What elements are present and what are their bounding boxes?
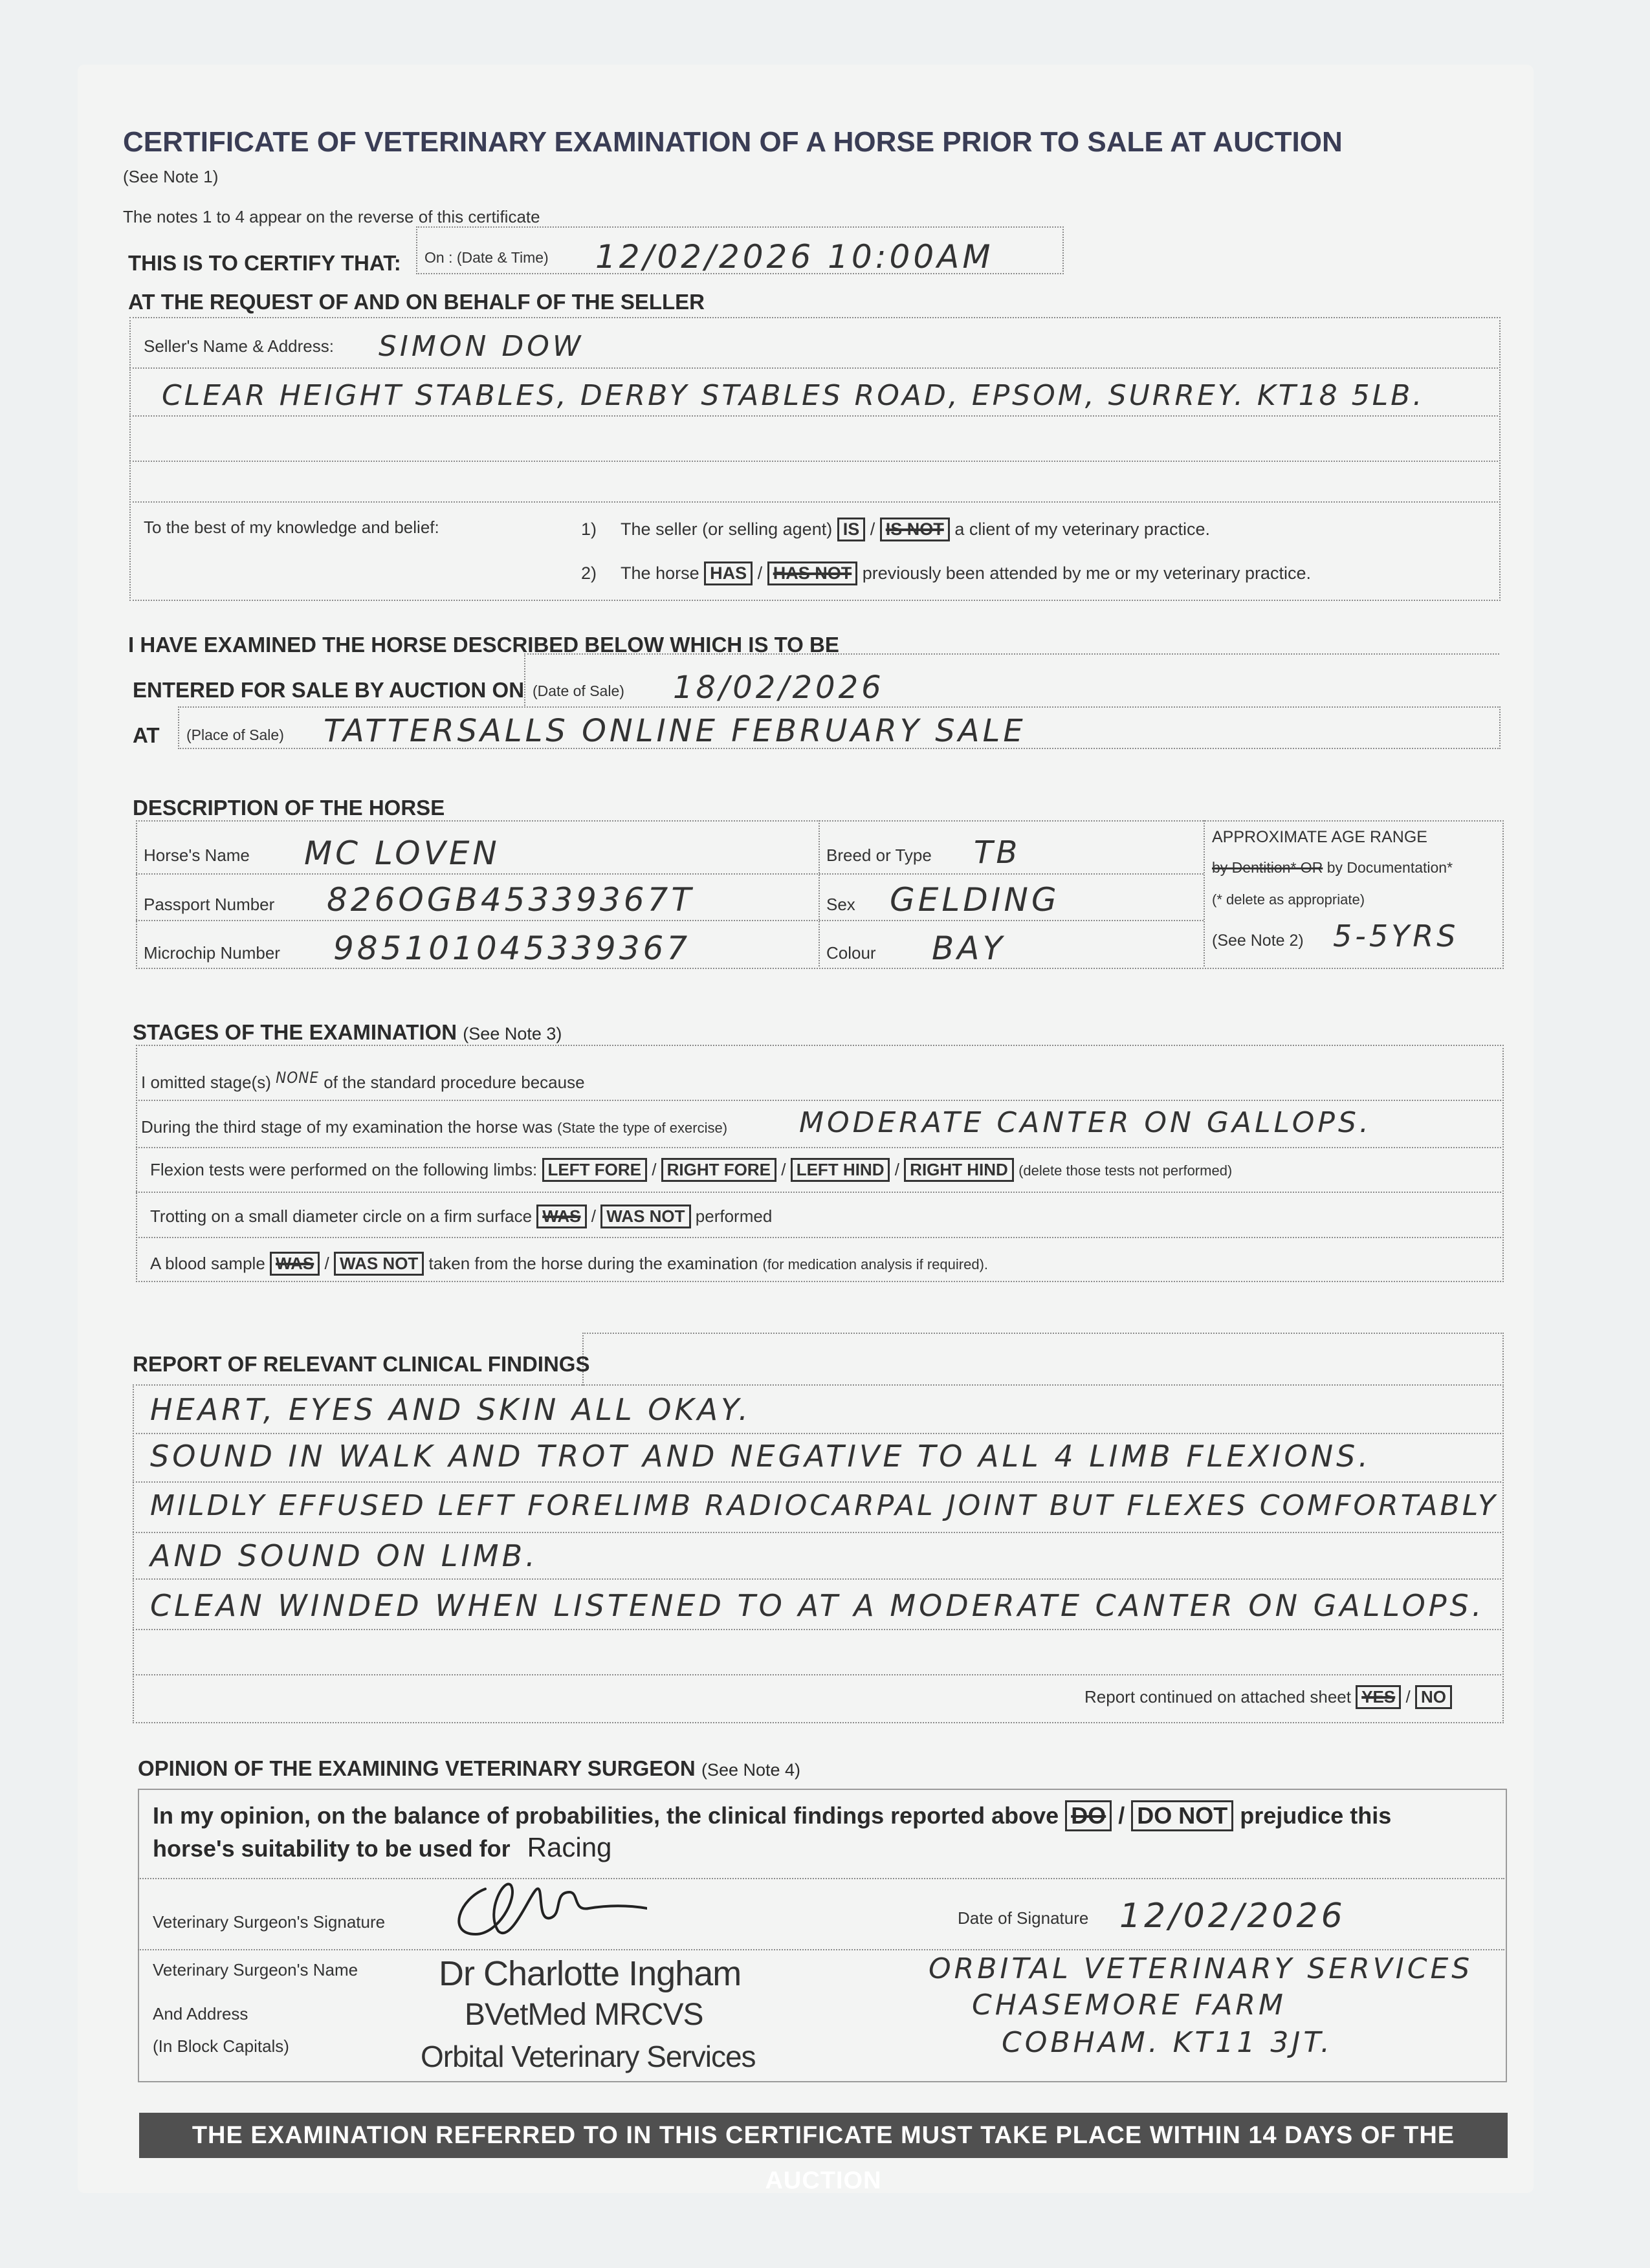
flexion-post: (delete those tests not performed)	[1018, 1162, 1233, 1179]
do-not-option[interactable]: DO NOT	[1131, 1800, 1233, 1831]
opinion-text-pre: In my opinion, on the balance of probabilities, the clinical findings reported above	[153, 1802, 1059, 1829]
blood-hint: (for medication analysis if required).	[762, 1256, 989, 1272]
trot-post: performed	[695, 1206, 773, 1226]
surgeon-address-line-3[interactable]: COBHAM. KT11 3JT.	[1002, 2026, 1333, 2059]
opinion-text-2: horse's suitability to be used for	[153, 1835, 511, 1862]
opinion-heading-text: OPINION OF THE EXAMINING VETERINARY SURGEON	[138, 1756, 696, 1780]
seller-name-label: Seller's Name & Address:	[144, 336, 334, 356]
divider	[133, 1433, 1501, 1434]
left-hind-option[interactable]: LEFT HIND	[791, 1158, 890, 1182]
horse-name[interactable]: MC LOVEN	[304, 834, 500, 872]
signature-image[interactable]	[440, 1873, 647, 1944]
surgeon-qualifications: BVetMed MRCVS	[465, 1998, 703, 2032]
blood-was-not-option[interactable]: WAS NOT	[334, 1252, 424, 1276]
right-hind-option[interactable]: RIGHT HIND	[904, 1158, 1014, 1182]
opinion-text-line-1	[153, 1800, 1391, 1831]
blood-was-option[interactable]: WAS	[270, 1252, 320, 1276]
report-continued-label: Report continued on attached sheet	[1084, 1687, 1351, 1706]
divider	[129, 461, 1498, 462]
age-delete-note: (* delete as appropriate)	[1212, 891, 1365, 908]
report-continued-row	[1084, 1685, 1452, 1709]
report-line-3[interactable]: MILDLY EFFUSED LEFT FORELIMB RADIOCARPAL JOINT BUT FLEXES COMFORTABLY	[150, 1489, 1498, 1522]
continued-yes-option[interactable]: YES	[1356, 1685, 1401, 1709]
colour-value[interactable]: BAY	[932, 930, 1006, 967]
divider	[133, 1481, 1501, 1483]
omitted-row	[141, 1069, 585, 1093]
block-capitals-label: (In Block Capitals)	[153, 2036, 289, 2056]
report-line-2[interactable]: SOUND IN WALK AND TROT AND NEGATIVE TO ALL 4 LIMB FLEXIONS.	[150, 1439, 1371, 1474]
age-see-note: (See Note 2)	[1212, 932, 1304, 950]
trot-row	[150, 1205, 772, 1228]
sale-place[interactable]: TATTERSALLS ONLINE FEBRUARY SALE	[324, 713, 1026, 749]
at-label: AT	[133, 723, 160, 747]
signature-label: Veterinary Surgeon's Signature	[153, 1912, 386, 1932]
stages-heading-text: STAGES OF THE EXAMINATION	[133, 1020, 457, 1044]
age-options	[1212, 859, 1453, 877]
trot-was-option[interactable]: WAS	[536, 1205, 586, 1228]
seller-box	[129, 317, 1501, 601]
omitted-pre: I omitted stage(s)	[141, 1073, 271, 1092]
surgeon-name: Dr Charlotte Ingham	[439, 1954, 742, 1993]
date-of-signature[interactable]: 12/02/2026	[1119, 1897, 1346, 1935]
item-number: 2)	[581, 563, 597, 583]
item1-text: The seller (or selling agent)	[621, 519, 833, 539]
sale-date-box	[524, 653, 1499, 708]
by-documentation-option[interactable]: by Documentation*	[1326, 859, 1453, 876]
separator: /	[1405, 1687, 1411, 1706]
separator: /	[1118, 1802, 1125, 1829]
age-value[interactable]: 5-5YRS	[1333, 919, 1459, 954]
divider	[136, 1100, 1501, 1101]
divider	[133, 1629, 1501, 1630]
sale-date[interactable]: 18/02/2026	[673, 670, 885, 706]
divider	[129, 367, 1498, 369]
is-not-option[interactable]: IS NOT	[880, 518, 950, 541]
see-note-1: (See Note 1)	[123, 167, 219, 186]
divider	[129, 415, 1498, 417]
belief-item-2	[581, 562, 1311, 585]
third-hint: (State the type of exercise)	[557, 1120, 728, 1136]
omitted-value[interactable]: NONE	[276, 1069, 320, 1087]
divider	[136, 873, 1204, 875]
microchip-number[interactable]: 985101045339367	[333, 930, 691, 967]
divider	[133, 1578, 1501, 1580]
report-line-1[interactable]: HEART, EYES AND SKIN ALL OKAY.	[150, 1392, 751, 1427]
blood-row	[150, 1252, 988, 1276]
place-of-sale-label: (Place of Sale)	[186, 726, 284, 743]
divider	[129, 501, 1498, 503]
colour-label: Colour	[826, 943, 876, 963]
page-title: CERTIFICATE OF VETERINARY EXAMINATION OF A HORSE PRIOR TO SALE AT AUCTION	[123, 126, 1343, 158]
opinion-text-post: prejudice this	[1240, 1802, 1392, 1829]
right-fore-option[interactable]: RIGHT FORE	[661, 1158, 776, 1182]
seller-address[interactable]: CLEAR HEIGHT STABLES, DERBY STABLES ROAD, EPSOM, SURREY. KT18 5LB.	[162, 379, 1425, 412]
divider	[136, 1147, 1501, 1148]
practice-name: Orbital Veterinary Services	[421, 2040, 756, 2073]
seller-heading: AT THE REQUEST OF AND ON BEHALF OF THE SELLER	[128, 290, 705, 314]
report-heading-box	[582, 1333, 1504, 1386]
separator: /	[591, 1206, 596, 1226]
footer-banner: THE EXAMINATION REFERRED TO IN THIS CERTIFICATE MUST TAKE PLACE WITHIN 14 DAYS OF THE AUCTION	[139, 2113, 1508, 2158]
stages-heading-note: (See Note 3)	[463, 1024, 562, 1043]
left-fore-option[interactable]: LEFT FORE	[542, 1158, 647, 1182]
omitted-post: of the standard procedure because	[324, 1073, 585, 1092]
divider	[138, 1878, 1504, 1879]
certify-label: THIS IS TO CERTIFY THAT:	[128, 251, 401, 275]
breed-value[interactable]: TB	[974, 834, 1021, 871]
notes-line: The notes 1 to 4 appear on the reverse of this certificate	[123, 207, 540, 226]
microchip-label: Microchip Number	[144, 943, 280, 963]
item2-text: The horse	[621, 563, 699, 583]
separator: /	[781, 1160, 786, 1179]
report-line-4[interactable]: AND SOUND ON LIMB.	[150, 1538, 538, 1573]
divider	[133, 1674, 1501, 1675]
by-dentition-option[interactable]: by Dentition* OR	[1212, 859, 1323, 876]
entered-label: ENTERED FOR SALE BY AUCTION ON	[133, 678, 525, 702]
passport-label: Passport Number	[144, 895, 275, 914]
divider	[136, 920, 1204, 921]
separator: /	[324, 1254, 329, 1273]
opinion-heading-note: (See Note 4)	[701, 1760, 801, 1780]
separator: /	[652, 1160, 657, 1179]
report-heading: REPORT OF RELEVANT CLINICAL FINDINGS	[133, 1352, 590, 1376]
divider	[138, 1949, 1504, 1950]
date-of-sale-label: (Date of Sale)	[533, 682, 624, 699]
passport-number[interactable]: 826OGB45339367T	[327, 881, 694, 919]
opinion-heading	[138, 1756, 800, 1781]
separator: /	[894, 1160, 899, 1179]
item2-post: previously been attended by me or my veterinary practice.	[862, 563, 1312, 583]
opinion-text-line-2	[153, 1832, 611, 1863]
blood-pre: A blood sample	[150, 1254, 265, 1273]
item1-post: a client of my veterinary practice.	[954, 519, 1210, 539]
divider	[136, 1192, 1501, 1193]
belief-label: To the best of my knowledge and belief:	[144, 518, 439, 537]
seller-name[interactable]: SIMON DOW	[379, 330, 584, 363]
flexion-row	[150, 1158, 1232, 1182]
surgeon-address-line-2[interactable]: CHASEMORE FARM	[972, 1989, 1286, 2022]
sex-label: Sex	[826, 895, 855, 914]
date-time-value[interactable]: 12/02/2026 10:00AM	[595, 238, 994, 276]
report-line-5[interactable]: CLEAN WINDED WHEN LISTENED TO AT A MODERATE CANTER ON GALLOPS.	[150, 1588, 1485, 1623]
breed-label: Breed or Type	[826, 845, 932, 865]
age-heading: APPROXIMATE AGE RANGE	[1212, 828, 1427, 846]
has-option[interactable]: HAS	[704, 562, 753, 585]
trot-was-not-option[interactable]: WAS NOT	[600, 1205, 690, 1228]
separator: /	[870, 519, 875, 539]
continued-no-option[interactable]: NO	[1415, 1685, 1452, 1709]
belief-item-1	[581, 518, 1210, 541]
is-option[interactable]: IS	[837, 518, 866, 541]
blood-post: taken from the horse during the examination	[428, 1254, 758, 1273]
sale-heading: I HAVE EXAMINED THE HORSE DESCRIBED BELOW WHICH IS TO BE	[128, 633, 839, 657]
third-pre: During the third stage of my examination the horse was	[141, 1117, 553, 1137]
date-of-signature-label: Date of Signature	[958, 1908, 1089, 1928]
divider	[133, 1532, 1501, 1533]
item-number: 1)	[581, 519, 597, 539]
flexion-pre: Flexion tests were performed on the following limbs:	[150, 1160, 538, 1179]
on-label: On : (Date & Time)	[424, 249, 549, 266]
stages-heading	[133, 1020, 562, 1045]
surgeon-address-line-1[interactable]: ORBITAL VETERINARY SERVICES	[929, 1952, 1473, 1985]
trot-pre: Trotting on a small diameter circle on a firm surface	[150, 1206, 533, 1226]
divider	[136, 1237, 1501, 1238]
separator: /	[757, 563, 763, 583]
has-not-option[interactable]: HAS NOT	[767, 562, 858, 585]
do-option[interactable]: DO	[1065, 1800, 1112, 1831]
description-heading: DESCRIPTION OF THE HORSE	[133, 796, 445, 820]
third-stage-row	[141, 1117, 727, 1137]
divider	[819, 820, 820, 966]
sex-value[interactable]: GELDING	[890, 881, 1060, 919]
surgeon-name-label: Veterinary Surgeon's Name	[153, 1960, 358, 1979]
horse-name-label: Horse's Name	[144, 845, 250, 865]
opinion-use-value[interactable]: Racing	[527, 1832, 612, 1862]
divider	[1204, 820, 1205, 966]
third-stage-value[interactable]: MODERATE CANTER ON GALLOPS.	[799, 1106, 1372, 1139]
surgeon-address-label: And Address	[153, 2004, 248, 2023]
